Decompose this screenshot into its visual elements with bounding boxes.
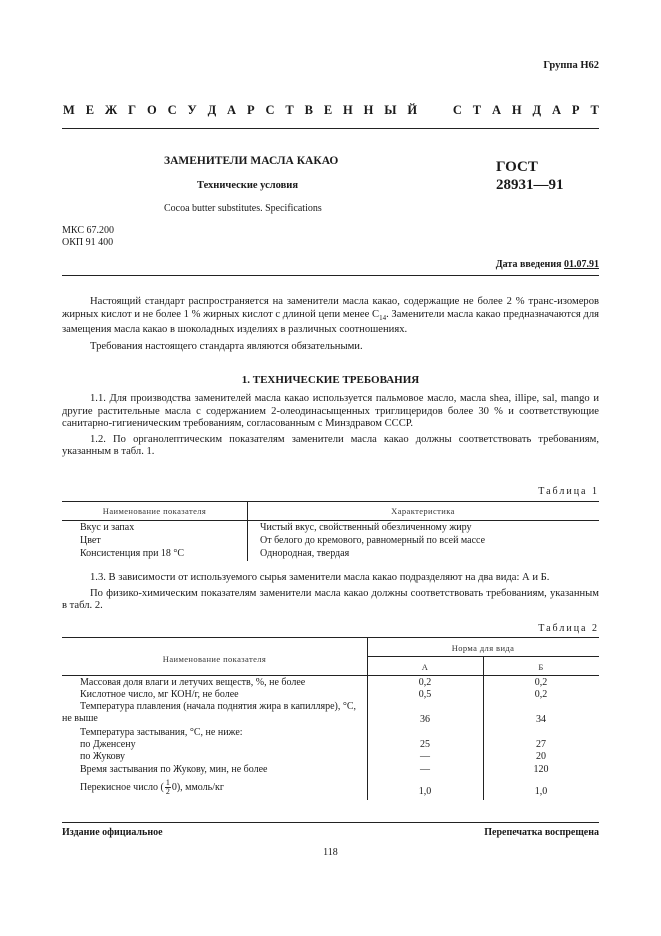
heading-letter: С [167,103,177,117]
table-2-header-b: Б [538,662,544,672]
table-1-header-name: Наименование показателя [102,506,207,516]
heading-letter: С [265,103,275,117]
table-2-row-7-a: — [420,764,430,775]
table-2-row-1-a: 0,2 [418,677,432,688]
intro-paragraph-1 [62,296,599,337]
heading-letter: А [552,103,562,117]
heading-letter: В [304,103,313,117]
heading-letter: Д [207,103,217,117]
section-1-3-text [62,572,599,613]
page-number: 118 [323,847,338,858]
table-2-row-6-a: — [420,751,430,762]
intro-p1-subscript: 14 [379,313,387,322]
gost-label: ГОСТ [496,159,538,175]
section-1-text [62,393,599,459]
table-2-row-1-b: 0,2 [534,677,548,688]
table-2-row-8-name [80,779,224,796]
table-2-top-rule [62,637,599,638]
table-2-row-4-name: Температура застывания, °С, не ниже: [80,727,243,738]
date-rule [62,275,599,276]
paragraph-1-3b: По физико-химическим показателям заменители масла какао должны соответствовать требованиям, указанным в табл. 2. [62,587,599,612]
english-title: Cocoa butter substitutes. Specifications [164,203,322,214]
heading-letter: Г [128,103,137,117]
group-code: Группа Н62 [543,60,599,71]
table-2-row-8-b: 1,0 [534,786,548,797]
table-1-row-3-value: Однородная, твердая [260,548,350,559]
heading-letter: Р [246,103,255,117]
heading-letter: Ж [104,103,118,117]
paragraph-1-2: 1.2. По органолептическим показателям заменители масла какао должны соответствовать требованиям, указанным в табл. 1. [62,433,599,458]
mks-code: МКС 67.200 [62,225,114,236]
heading-letter: А [492,103,502,117]
intro-p1-part-b: . Заменители масла какао предназначаются для замещения масла какао в шоколадных изделиях в различных соотношениях. [62,308,599,336]
heading-gap [428,103,442,118]
heading-letter: Н [511,103,522,117]
date-label: Дата введения [495,259,562,270]
table-2-row-5-a: 25 [420,739,430,750]
paragraph-1-3: 1.3. В зависимости от используемого сырья заменители масла какао подразделяют на два вида: А и Б. [90,572,550,583]
heading-letter: Р [571,103,580,117]
table-2-row-5-name: по Дженсену [80,739,136,750]
table-1-column-divider [247,501,248,561]
heading-letter: Е [85,103,95,117]
table-1-row-1-name: Вкус и запах [80,522,135,533]
standard-subtitle: Технические условия [197,180,299,191]
header-rule [62,128,599,129]
table-2-row-7-name: Время застывания по Жукову, мин, не более [80,764,268,775]
table-2-row-8-a: 1,0 [418,786,432,797]
okp-code: ОКП 91 400 [62,237,114,248]
table-2-row-3-b: 34 [536,714,546,725]
heading-letter: Т [285,103,294,117]
heading-letter: Н [363,103,374,117]
table-2-row-6-b: 20 [536,751,546,762]
table-1-header-characteristic: Характеристика [391,506,455,516]
table-2-row-1-name: Массовая доля влаги и летучих веществ, %, не более [80,677,306,688]
classification-codes [62,225,114,249]
table-2-row-3-name: Температура плавления (начала поднятия жира в капилляре), °С, не выше [62,701,357,724]
date-value: 01.07.91 [564,259,599,270]
table-1-row-3-name: Консистенция при 18 °С [80,548,185,559]
table-2-row-2-b: 0,2 [534,689,548,700]
heading-letter: Д [532,103,542,117]
table-1-row-1-value: Чистый вкус, свойственный обезличенному жиру [260,522,472,533]
introduction-date [496,259,599,270]
intro-text [62,296,599,353]
standard-title: ЗАМЕНИТЕЛИ МАСЛА КАКАО [164,155,339,167]
paragraph-1-1: 1.1. Для производства заменителей масла какао используется пальмовое масло, масла shea, illipe, sal, mango и другие растительные масла с содержанием 2-олеодинасыщенных триглицеридов более 30 % и соответствующие санитарно-гигиеническим требованиям, согласованным с Минздравом СССР. [62,393,599,430]
table-2-row-6-name: по Жукову [80,751,126,762]
heading-letter: Н [343,103,353,117]
table-2 [62,637,599,800]
heading-letter: Е [323,103,333,117]
table-1-row-2-name: Цвет [80,535,101,546]
intro-p1-part-a: Настоящий стандарт распространяется на заменители масла какао, содержащие не более 2 % транс-изомеров жирных кислот и не более 1 % жирных кислот с длиной цепи менее С [62,296,599,320]
table-1-top-rule [62,501,599,502]
table-1-caption: Таблица 1 [538,486,599,497]
heading-letter: У [187,103,197,117]
table-1-row-2-value: От белого до кремового, равномерный по всей массе [260,535,486,546]
section-1-title: 1. ТЕХНИЧЕСКИЕ ТРЕБОВАНИЯ [241,374,420,386]
heading-letter: А [227,103,237,117]
gost-designation [496,158,564,194]
heading-letter: О [146,103,157,117]
interstate-standard-heading [63,103,599,118]
heading-letter: Й [407,103,418,117]
table-2-row-5-b: 27 [536,739,546,750]
intro-paragraph-2: Требования настоящего стандарта являются обязательными. [90,340,363,352]
heading-letter: М [63,103,75,117]
fraction-numerator: 1 [165,778,170,787]
gost-number: 28931—91 [496,177,564,193]
footer-reprint-prohibited: Перепечатка воспрещена [484,827,599,838]
table-1-header-rule [62,520,599,521]
table-2-row-7-b: 120 [533,764,549,775]
fraction-denominator: 2 [165,787,170,796]
table-2-header-rule [62,675,599,676]
heading-letter: Ы [384,103,397,117]
fraction-one-half [165,779,171,796]
table-2-header-a: А [421,662,429,672]
heading-letter: Т [472,103,482,117]
peroxide-label-b: 0), ммоль/кг [171,782,224,793]
peroxide-label-a: Перекисное число ( [80,782,164,793]
table-2-caption: Таблица 2 [538,623,599,634]
table-2-header-norm: Норма для вида [451,643,515,653]
table-2-norm-rule [367,656,599,657]
table-2-row-3-a: 36 [420,714,430,725]
table-2-row-2-name: Кислотное число, мг КОН/г, не более [80,689,239,700]
table-1 [62,501,599,561]
table-2-header-name: Наименование показателя [162,654,267,664]
footer-official-edition: Издание официальное [62,827,163,838]
footer-rule [62,822,599,823]
heading-letter: Т [590,103,599,117]
heading-letter: С [452,103,462,117]
table-2-row-2-a: 0,5 [418,689,432,700]
